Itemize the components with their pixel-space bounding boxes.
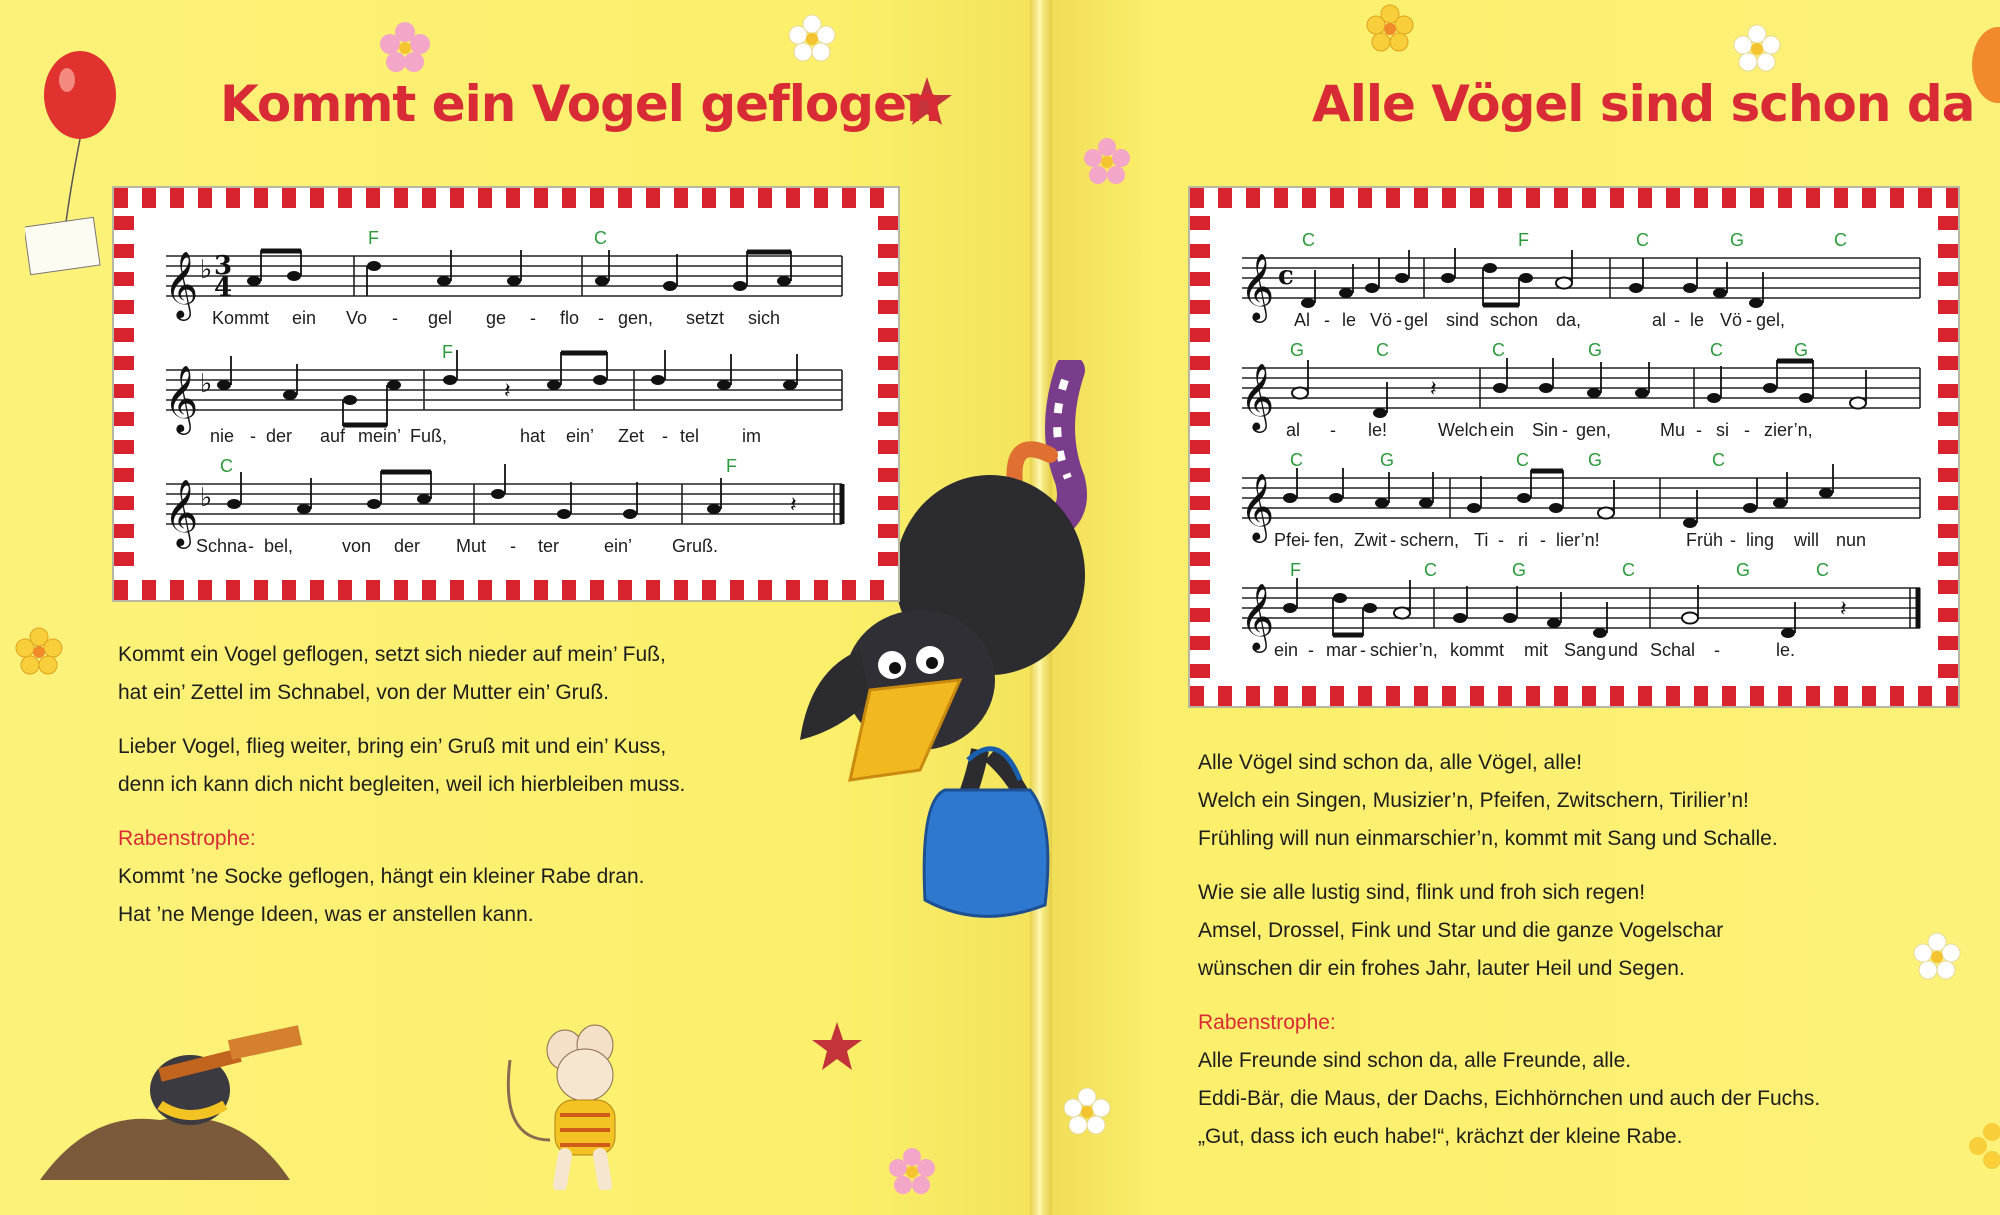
verse-line: Lieber Vogel, flieg weiter, bring ein’ Gruß mit und ein’ Kuss, [118,735,667,758]
verse-line: Alle Freunde sind schon da, alle Freunde, alle. [1198,1049,1632,1072]
left-score-frame [114,188,898,600]
verse-line: Amsel, Drossel, Fink und Star und die ganze Vogelschar [1198,919,1724,942]
lyric-syllable: gel [1404,310,1429,330]
lyric-syllable: - [1746,310,1752,330]
white-flower-icon [1910,930,1965,985]
verse-line: Kommt ’ne Socke geflogen, hängt ein kleiner Rabe dran. [118,865,645,888]
verse-line: Frühling will nun einmarschier’n, kommt mit Sang und Schalle. [1198,827,1778,850]
lyric-syllable: mar [1326,640,1357,660]
lyric-syllable: Vö [1370,310,1393,330]
left-staff-1-notes [247,250,791,296]
left-lyrics-1 [212,308,780,328]
lyric-syllable: will [1794,530,1819,550]
lyric-syllable: Schna [196,536,248,556]
red-star-flower-icon [810,1020,865,1075]
verse-line: Hat ’ne Menge Ideen, was er anstellen kann. [118,903,534,926]
mole-illustration [40,1010,320,1190]
lyric-syllable: - [392,308,398,328]
lyric-syllable: Gruß. [672,536,719,556]
left-song-title: Kommt ein Vogel geflogen [220,75,941,133]
verse-line: Kommt ein Vogel geflogen, setzt sich nieder auf mein’ Fuß, [118,643,666,666]
lyric-syllable: - [248,536,254,556]
lyric-syllable: gen, [1576,420,1612,440]
chord-label: C [220,456,233,476]
treble-clef-icon: 𝄞 [164,250,199,318]
white-flower-icon [1730,22,1785,77]
chord-label: F [368,228,379,248]
verse-line: Wie sie alle lustig sind, flink und froh sich regen! [1198,881,1646,904]
verse-line: hat ein’ Zettel im Schnabel, von der Mutter ein’ Gruß. [118,681,609,704]
white-flower-icon [1060,1085,1115,1140]
flat-icon: ♭ [200,483,213,513]
lyric-syllable: hat [520,426,546,446]
chord-label: C [1834,230,1847,250]
lyric-syllable: ling [1746,530,1775,550]
lyric-syllable: - [510,536,516,556]
lyric-syllable: - [1730,530,1736,550]
left-raben-strophe [118,820,685,934]
chord-label: G [1512,560,1527,580]
lyric-syllable: ein [1274,640,1299,660]
lyric-syllable: - [1562,420,1568,440]
verse-line: wünschen dir ein frohes Jahr, lauter Heil und Segen. [1198,957,1685,980]
lyric-syllable: Welch [1438,420,1488,440]
lyric-syllable: - [1330,420,1336,440]
verse-line: Alle Vögel sind schon da, alle Vögel, alle! [1198,751,1583,774]
right-lyrics-4 [1274,640,1795,660]
verse-line: Welch ein Singen, Musizier’n, Pfeifen, Zwitschern, Tirilier’n! [1198,789,1749,812]
chord-label: C [1712,450,1725,470]
lyric-syllable: ein [1490,420,1515,440]
chord-label: C [1516,450,1529,470]
lyric-syllable: Sang [1564,640,1607,660]
lyric-syllable: Pfei [1274,530,1306,550]
lyric-syllable: le! [1368,420,1388,440]
lyric-syllable: von [342,536,372,556]
lyric-syllable: Vo [346,308,368,328]
lyric-syllable: Zet [618,426,645,446]
lyric-syllable: tel [680,426,700,446]
chord-label: C [1636,230,1649,250]
lyric-syllable: auf [320,426,346,446]
chord-label: F [1518,230,1529,250]
chord-label: F [442,342,453,362]
left-lyrics-3 [196,536,718,556]
chord-label: C [1376,340,1389,360]
rest-icon: 𝄽 [1840,597,1847,622]
svg-text:4: 4 [214,273,233,303]
lyric-syllable: Zwit [1354,530,1387,550]
lyric-syllable: ein’ [604,536,633,556]
flat-icon: ♭ [200,369,213,399]
svg-text:3: 3 [214,251,233,281]
right-lyrics-1 [1294,310,1785,330]
lyric-syllable: lier’n! [1556,530,1600,550]
lyric-syllable: mit [1524,640,1548,660]
lyric-syllable: schier’n, [1370,640,1438,660]
lyric-syllable: ein’ [566,426,595,446]
lyric-syllable: Ti [1474,530,1489,550]
lyric-syllable: sich [748,308,781,328]
lyric-syllable: al [1286,420,1301,440]
verse-line: denn ich kann dich nicht begleiten, weil ich hierbleiben muss. [118,773,686,796]
treble-clef-icon: 𝄞 [1240,582,1275,650]
lyric-syllable: - [1324,310,1330,330]
lyric-syllable: Früh [1686,530,1724,550]
flat-icon: ♭ [200,255,213,285]
chord-label: G [1730,230,1745,250]
lyric-syllable: fen, [1314,530,1345,550]
right-lyrics-3 [1274,530,1866,550]
right-raben-strophe [1198,1004,1820,1156]
lyric-syllable: le [1690,310,1705,330]
pink-flower-icon [1080,135,1135,190]
lyric-syllable: - [662,426,668,446]
lyric-syllable: - [1498,530,1504,550]
lyric-syllable: zier’n, [1764,420,1813,440]
treble-clef-icon: 𝄞 [164,478,199,546]
verse-line: „Gut, dass ich euch habe!“, krächzt der kleine Rabe. [1198,1125,1683,1148]
lyric-syllable: gel [428,308,453,328]
right-verse-1 [1198,744,1820,858]
verse-line: Eddi-Bär, die Maus, der Dachs, Eichhörnchen und auch der Fuchs. [1198,1087,1821,1110]
lyric-syllable: - [1714,640,1720,660]
chord-label: F [726,456,737,476]
lyric-syllable: ein [292,308,317,328]
rest-icon: 𝄽 [504,379,511,404]
yellow-flower-icon [1360,2,1420,57]
lyric-syllable: - [530,308,536,328]
yellow-flower-icon [1965,1120,2000,1175]
lyric-syllable: - [1308,640,1314,660]
left-score-notation [114,188,898,600]
right-verse-2 [1198,874,1820,988]
chord-label: C [1302,230,1315,250]
lyric-syllable: Vö [1720,310,1743,330]
lyric-syllable: - [1390,530,1396,550]
rest-icon: 𝄽 [1430,377,1437,402]
chord-label: G [1588,450,1603,470]
lyric-syllable: - [1360,640,1366,660]
lyric-syllable: kommt [1450,640,1504,660]
left-staff-2 [164,350,842,435]
white-flower-icon [785,12,840,67]
right-song-title: Alle Vögel sind schon da [1312,75,1975,133]
lyric-syllable: mein’ [358,426,402,446]
raben-label: Rabenstrophe: [118,827,256,850]
chord-label: C [1710,340,1723,360]
pink-flower-icon [885,1145,940,1200]
lyric-syllable: Schal [1650,640,1696,660]
lyric-syllable: schern, [1400,530,1460,550]
lyric-syllable: im [742,426,761,446]
rest-icon: 𝄽 [790,493,797,518]
pink-flower-icon [375,18,435,78]
lyric-syllable: gel, [1756,310,1786,330]
lyric-syllable: - [598,308,604,328]
lyric-syllable: - [1744,420,1750,440]
lyric-syllable: - [1696,420,1702,440]
raben-label: Rabenstrophe: [1198,1011,1336,1034]
lyric-syllable: ri [1518,530,1528,550]
lyric-syllable: setzt [686,308,725,328]
lyric-syllable: nie [210,426,235,446]
chord-label: C [1492,340,1505,360]
lyric-syllable: gen, [618,308,654,328]
chord-label: G [1794,340,1809,360]
lyric-syllable: - [1674,310,1680,330]
chord-label: F [1290,560,1301,580]
lyric-syllable: Mu [1660,420,1686,440]
lyric-syllable: und [1608,640,1639,660]
right-score-frame [1190,188,1958,706]
chord-label: C [594,228,607,248]
chord-label: G [1380,450,1395,470]
yellow-flower-icon [12,625,67,680]
chord-label: G [1736,560,1751,580]
chord-label: C [1424,560,1437,580]
right-score-notation [1190,188,1958,706]
lyric-syllable: nun [1836,530,1867,550]
treble-clef-icon: 𝄞 [164,364,199,432]
treble-clef-icon: 𝄞 [1240,472,1275,540]
lyric-syllable: - [1396,310,1402,330]
lyric-syllable: Fuß, [410,426,448,446]
lyric-syllable: Kommt [212,308,270,328]
lyric-syllable: si [1716,420,1729,440]
mouse-illustration [490,1020,650,1190]
chord-label: G [1588,340,1603,360]
treble-clef-icon: 𝄞 [1240,362,1275,430]
chord-label: G [1290,340,1305,360]
lyric-syllable: - [1304,530,1310,550]
lyric-syllable: der [266,426,293,446]
left-verse-2 [118,728,685,804]
left-lyrics-2 [210,426,761,446]
right-verses [1198,744,1820,1156]
lyric-syllable: Mut [456,536,487,556]
lyric-syllable: da, [1556,310,1582,330]
left-verse-1 [118,636,685,712]
lyric-syllable: schon [1490,310,1539,330]
lyric-syllable: Sin [1532,420,1559,440]
lyric-syllable: - [250,426,256,446]
common-time-icon: c [1278,261,1294,291]
right-lyrics-2 [1286,420,1813,440]
lyric-syllable: flo [560,308,580,328]
lyric-syllable: Al [1294,310,1311,330]
lyric-syllable: sind [1446,310,1480,330]
lyric-syllable: al [1652,310,1667,330]
left-staff-2-notes [217,350,797,426]
treble-clef-icon: 𝄞 [1240,252,1275,320]
lyric-syllable: le. [1776,640,1796,660]
lyric-syllable: ge [486,308,507,328]
lyric-syllable: ter [538,536,560,556]
chord-label: C [1816,560,1829,580]
lyric-syllable: bel, [264,536,294,556]
left-verses [118,636,685,934]
chord-label: C [1290,450,1303,470]
left-staff-3-notes [227,464,797,519]
lyric-syllable: le [1342,310,1357,330]
lyric-syllable: der [394,536,421,556]
lyric-syllable: - [1540,530,1546,550]
chord-label: C [1622,560,1635,580]
